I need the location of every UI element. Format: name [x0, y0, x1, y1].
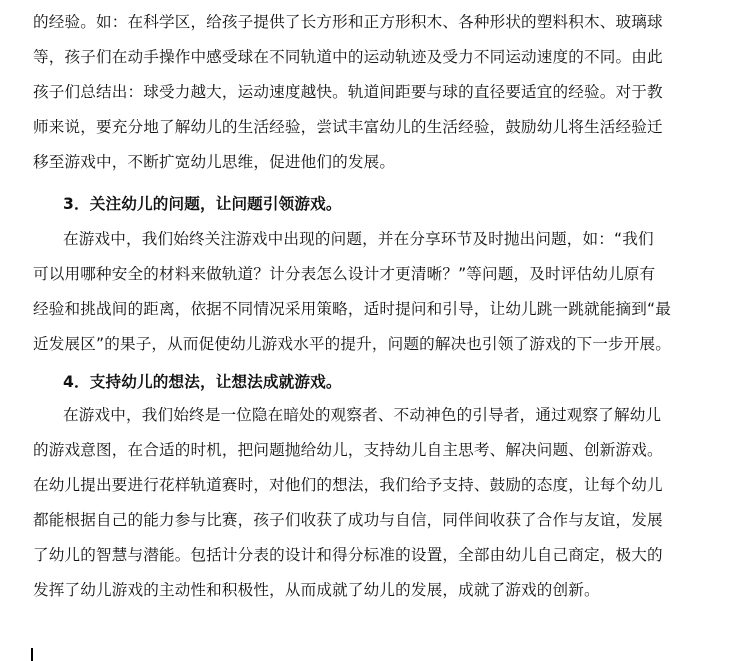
paragraph-line: 发挥了幼儿游戏的主动性和积极性，从而成就了幼儿的发展，成就了游戏的创新。 [33, 581, 600, 599]
paragraph-line: 经验和挑战间的距离，依据不同情况采用策略，适时提问和引导，让幼儿跳一跳就能摘到“最 [33, 300, 671, 318]
paragraph-line: 的经验。如：在科学区，给孩子提供了长方形和正方形积木、各种形状的塑料积木、玻璃球 [33, 13, 663, 31]
paragraph-line: 近发展区”的果子，从而促使幼儿游戏水平的提升，问题的解决也引领了游戏的下一步开展。 [33, 335, 671, 353]
paragraph-line: 移至游戏中，不断扩宽幼儿思维，促进他们的发展。 [33, 153, 396, 171]
paragraph-line: 在游戏中，我们始终是一位隐在暗处的观察者、不动神色的引导者，通过观察了解幼儿 [63, 406, 662, 424]
paragraph-line: 都能根据自己的能力参与比赛，孩子们收获了成功与自信，同伴间收获了合作与友谊，发展 [33, 511, 663, 529]
text-cursor [31, 648, 33, 661]
paragraph-line: 等，孩子们在动手操作中感受球在不同轨道中的运动轨迹及受力不同运动速度的不同。由此 [33, 48, 663, 66]
paragraph-line: 师来说，要充分地了解幼儿的生活经验，尝试丰富幼儿的生活经验，鼓励幼儿将生活经验迁 [33, 118, 663, 136]
section-heading: 3．关注幼儿的问题，让问题引领游戏。 [63, 195, 342, 213]
paragraph-line: 可以用哪种安全的材料来做轨道？计分表怎么设计才更清晰？”等问题，及时评估幼儿原有 [33, 265, 656, 283]
paragraph-line: 了幼儿的智慧与潜能。包括计分表的设计和得分标准的设置，全部由幼儿自己商定，极大的 [33, 546, 663, 564]
paragraph-line: 的游戏意图，在合适的时机，把问题抛给幼儿，支持幼儿自主思考、解决问题、创新游戏。 [33, 441, 663, 459]
paragraph-line: 在游戏中，我们始终关注游戏中出现的问题，并在分享环节及时抛出问题，如：“我们 [63, 230, 654, 248]
paragraph-line: 在幼儿提出要进行花样轨道赛时，对他们的想法，我们给予支持、鼓励的态度，让每个幼儿 [33, 476, 663, 494]
section-heading: 4．支持幼儿的想法，让想法成就游戏。 [63, 373, 342, 391]
paragraph-line: 孩子们总结出：球受力越大，运动速度越快。轨道间距要与球的直径要适宜的经验。对于教 [33, 83, 663, 101]
